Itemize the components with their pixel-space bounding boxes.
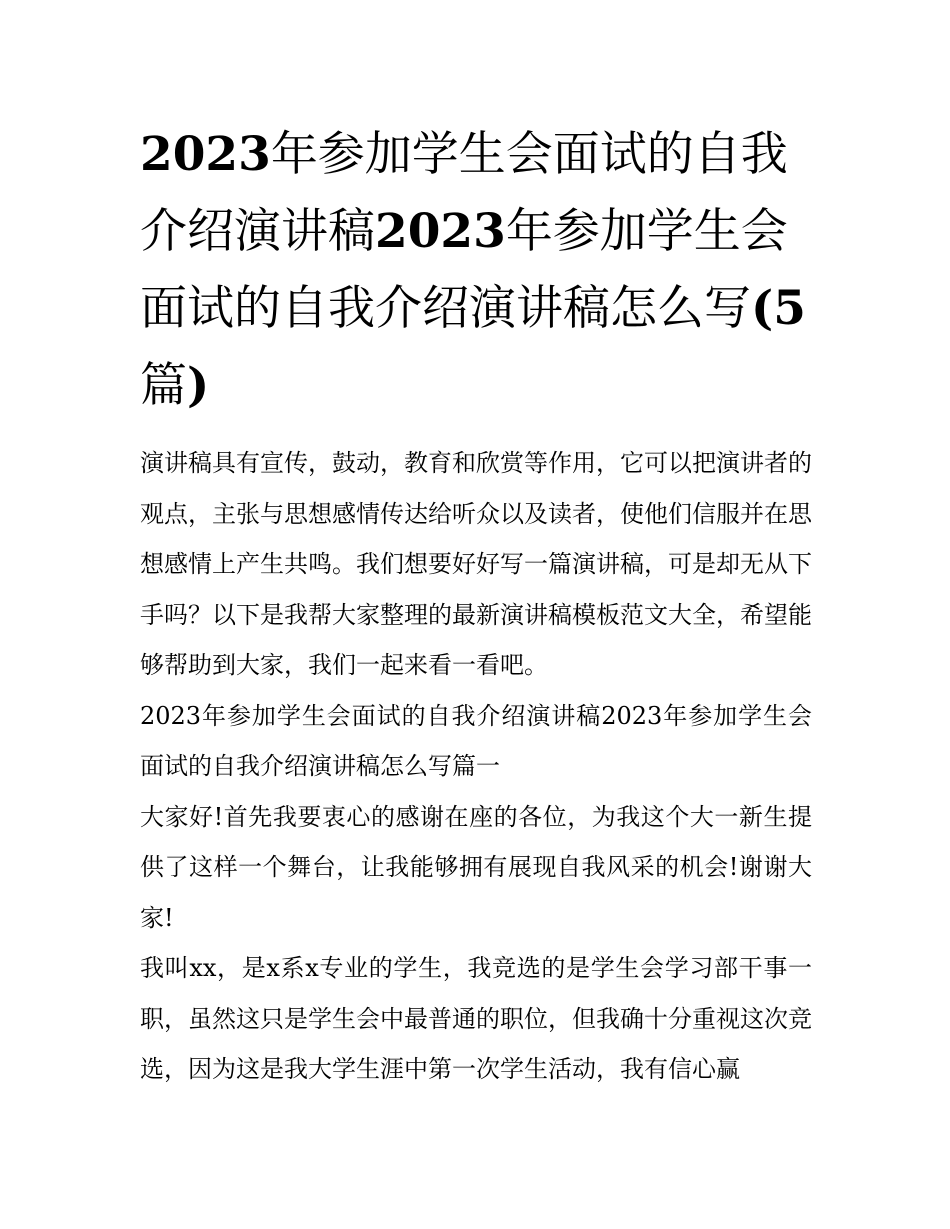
document-title bbox=[140, 116, 812, 424]
document-body bbox=[140, 438, 812, 1095]
title-part: 年参加学生会面试的自我介绍演讲稿 bbox=[140, 127, 788, 259]
body-paragraph: 我叫xx，是x系x专业的学生，我竞选的是学生会学习部干事一职，虽然这只是学生会中最普通的职位，但我确十分重视这次竞选，因为这是我大学生涯中第一次学生活动，我有信心赢 bbox=[140, 954, 812, 1083]
title-part: 2023 bbox=[375, 204, 506, 259]
title-part: ) bbox=[187, 358, 210, 413]
title-part: (5 bbox=[751, 281, 806, 336]
intro-paragraph: 演讲稿具有宣传，鼓动，教育和欣赏等作用，它可以把演讲者的观点，主张与思想感情传达给听众以及读者，使他们信服并在思想感情上产生共鸣。我们想要好好写一篇演讲稿，可是却无从下手吗？以下是我帮大家整理的最新演讲稿模板范文大全，希望能够帮助到大家，我们一起来看一看吧。 bbox=[140, 449, 812, 679]
section-heading: 2023年参加学生会面试的自我介绍演讲稿2023年参加学生会面试的自我介绍演讲稿怎么写篇一 bbox=[140, 701, 812, 780]
document-page bbox=[140, 116, 812, 1095]
body-paragraph: 大家好!首先我要衷心的感谢在座的各位，为我这个大一新生提供了这样一个舞台，让我能够拥有展现自我风采的机会!谢谢大家! bbox=[140, 802, 812, 932]
title-part: 篇 bbox=[140, 358, 187, 413]
title-part: 年参加学生会面试的自我介绍演讲稿怎么写 bbox=[140, 204, 788, 336]
title-part: 2023 bbox=[140, 127, 271, 182]
